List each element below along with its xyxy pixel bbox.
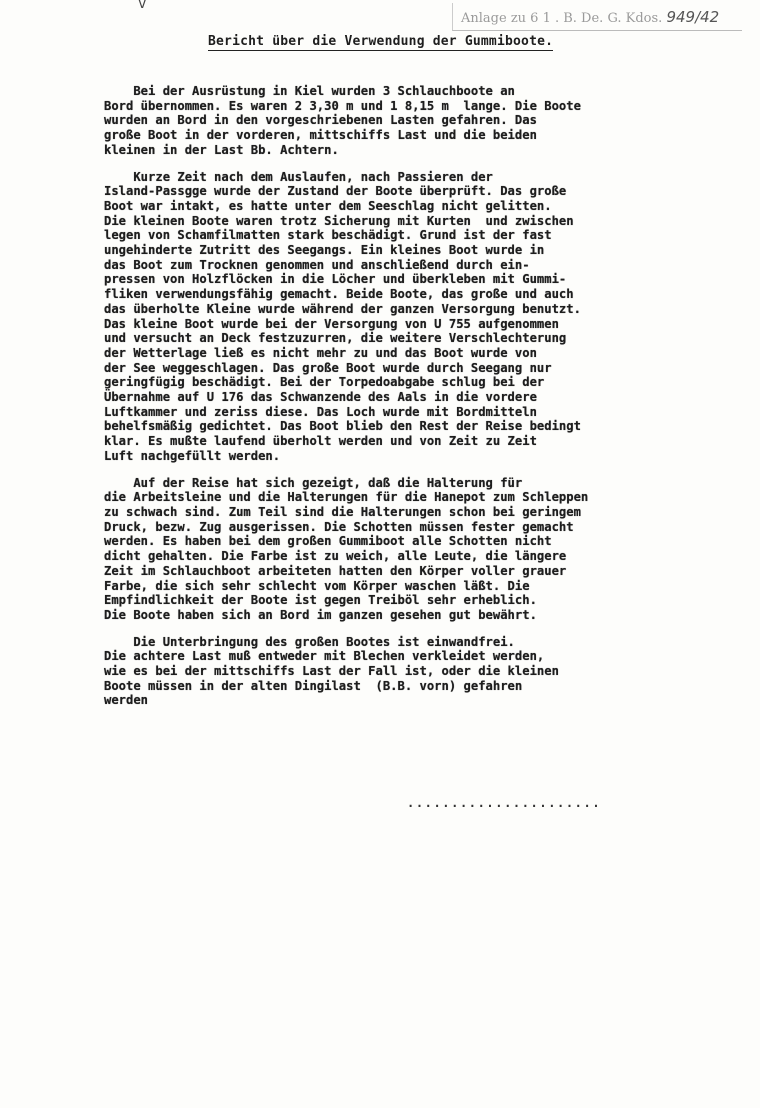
text-line: Zeit im Schlauchboot arbeiteten hatten den Körper voller grauer: [104, 563, 567, 578]
text-line: Auf der Reise hat sich gezeigt, daß die Halterung für: [104, 475, 523, 490]
document-title: Bericht über die Verwendung der Gummiboote.: [208, 34, 554, 49]
stamp-handwritten-number: 949/42: [666, 8, 720, 26]
text-line: klar. Es mußte laufend überholt werden und von Zeit zu Zeit: [104, 434, 537, 449]
text-line: dicht gehalten. Die Farbe ist zu weich, alle Leute, die längere: [104, 549, 567, 564]
paragraph: [104, 170, 734, 464]
text-line: Empfindlichkeit der Boote ist gegen Treiböl sehr erheblich.: [104, 593, 537, 608]
text-line: geringfügig beschädigt. Bei der Torpedoabgabe schlug bei der: [104, 375, 545, 390]
text-line: werden: [104, 693, 149, 708]
text-line: das überholte Kleine wurde während der ganzen Versorgung benutzt.: [104, 301, 581, 316]
text-line: Luftkammer und zeriss diese. Das Loch wurde mit Bordmitteln: [104, 404, 537, 419]
text-line: die Arbeitsleine und die Halterungen für die Hanepot zum Schleppen: [104, 490, 589, 505]
text-line: der Wetterlage ließ es nicht mehr zu und das Boot wurde von: [104, 345, 537, 360]
text-line: Das kleine Boot wurde bei der Versorgung von U 755 aufgenommen: [104, 316, 559, 331]
text-line: wurden an Bord in den vorgeschriebenen Lasten gefahren. Das: [104, 113, 537, 128]
paragraph: [104, 84, 734, 158]
document-body: [104, 84, 734, 720]
signature-line: ......................: [407, 796, 602, 810]
text-line: kleinen in der Last Bb. Achtern.: [104, 142, 339, 157]
stamp-print: Anlage zu 6 1 . B. De. G. Kdos.: [461, 11, 663, 26]
text-line: Die achtere Last muß entweder mit Blechen verkleidet werden,: [104, 649, 545, 664]
text-line: große Boot in der vorderen, mittschiffs Last und die beiden: [104, 128, 537, 143]
text-line: wie es bei der mittschiffs Last der Fall ist, oder die kleinen: [104, 664, 559, 679]
text-line: Übernahme auf U 176 das Schwanzende des Aals in die vordere: [104, 390, 537, 405]
file-stamp: [452, 3, 742, 31]
text-line: Farbe, die sich sehr schlecht vom Körper waschen läßt. Die: [104, 578, 530, 593]
text-line: Island-Passgge wurde der Zustand der Boote überprüft. Das große: [104, 184, 567, 199]
text-line: und versucht an Deck festzuzurren, die weitere Verschlechterung: [104, 331, 567, 346]
text-line: Boot war intakt, es hatte unter dem Seeschlag nicht gelitten.: [104, 198, 552, 213]
text-line: behelfsmäßig gedichtet. Das Boot blieb den Rest der Reise bedingt: [104, 419, 581, 434]
text-line: Druck, bezw. Zug ausgerissen. Die Schotten müssen fester gemacht: [104, 519, 574, 534]
text-line: Die Boote haben sich an Bord im ganzen gesehen gut bewährt.: [104, 607, 537, 622]
text-line: pressen von Holzflöcken in die Löcher und überkleben mit Gummi-: [104, 272, 567, 287]
text-line: der See weggeschlagen. Das große Boot wurde durch Seegang nur: [104, 360, 552, 375]
text-line: Luft nachgefüllt werden.: [104, 448, 281, 463]
text-line: das Boot zum Trocknen genommen und anschließend durch ein-: [104, 257, 530, 272]
corner-mark: v: [138, 0, 147, 12]
text-line: Boote müssen in der alten Dingilast (B.B. vorn) gefahren: [104, 678, 523, 693]
text-line: Die kleinen Boote waren trotz Sicherung mit Kurten und zwischen: [104, 213, 574, 228]
text-line: fliken verwendungsfähig gemacht. Beide Boote, das große und auch: [104, 287, 574, 302]
text-line: legen von Schamfilmatten stark beschädigt. Grund ist der fast: [104, 228, 552, 243]
paragraph: [104, 635, 734, 709]
text-line: Die Unterbringung des großen Bootes ist einwandfrei.: [104, 634, 515, 649]
text-line: Kurze Zeit nach dem Auslaufen, nach Passieren der: [104, 169, 493, 184]
text-line: werden. Es haben bei dem großen Gummiboot alle Schotten nicht: [104, 534, 552, 549]
text-line: Bei der Ausrüstung in Kiel wurden 3 Schlauchboote an: [104, 84, 515, 98]
text-line: Bord übernommen. Es waren 2 3,30 m und 1 8,15 m lange. Die Boote: [104, 98, 581, 113]
text-line: zu schwach sind. Zum Teil sind die Halterungen schon bei geringem: [104, 504, 581, 519]
text-line: ungehinderte Zutritt des Seegangs. Ein kleines Boot wurde in: [104, 243, 545, 258]
paragraph: [104, 476, 734, 623]
